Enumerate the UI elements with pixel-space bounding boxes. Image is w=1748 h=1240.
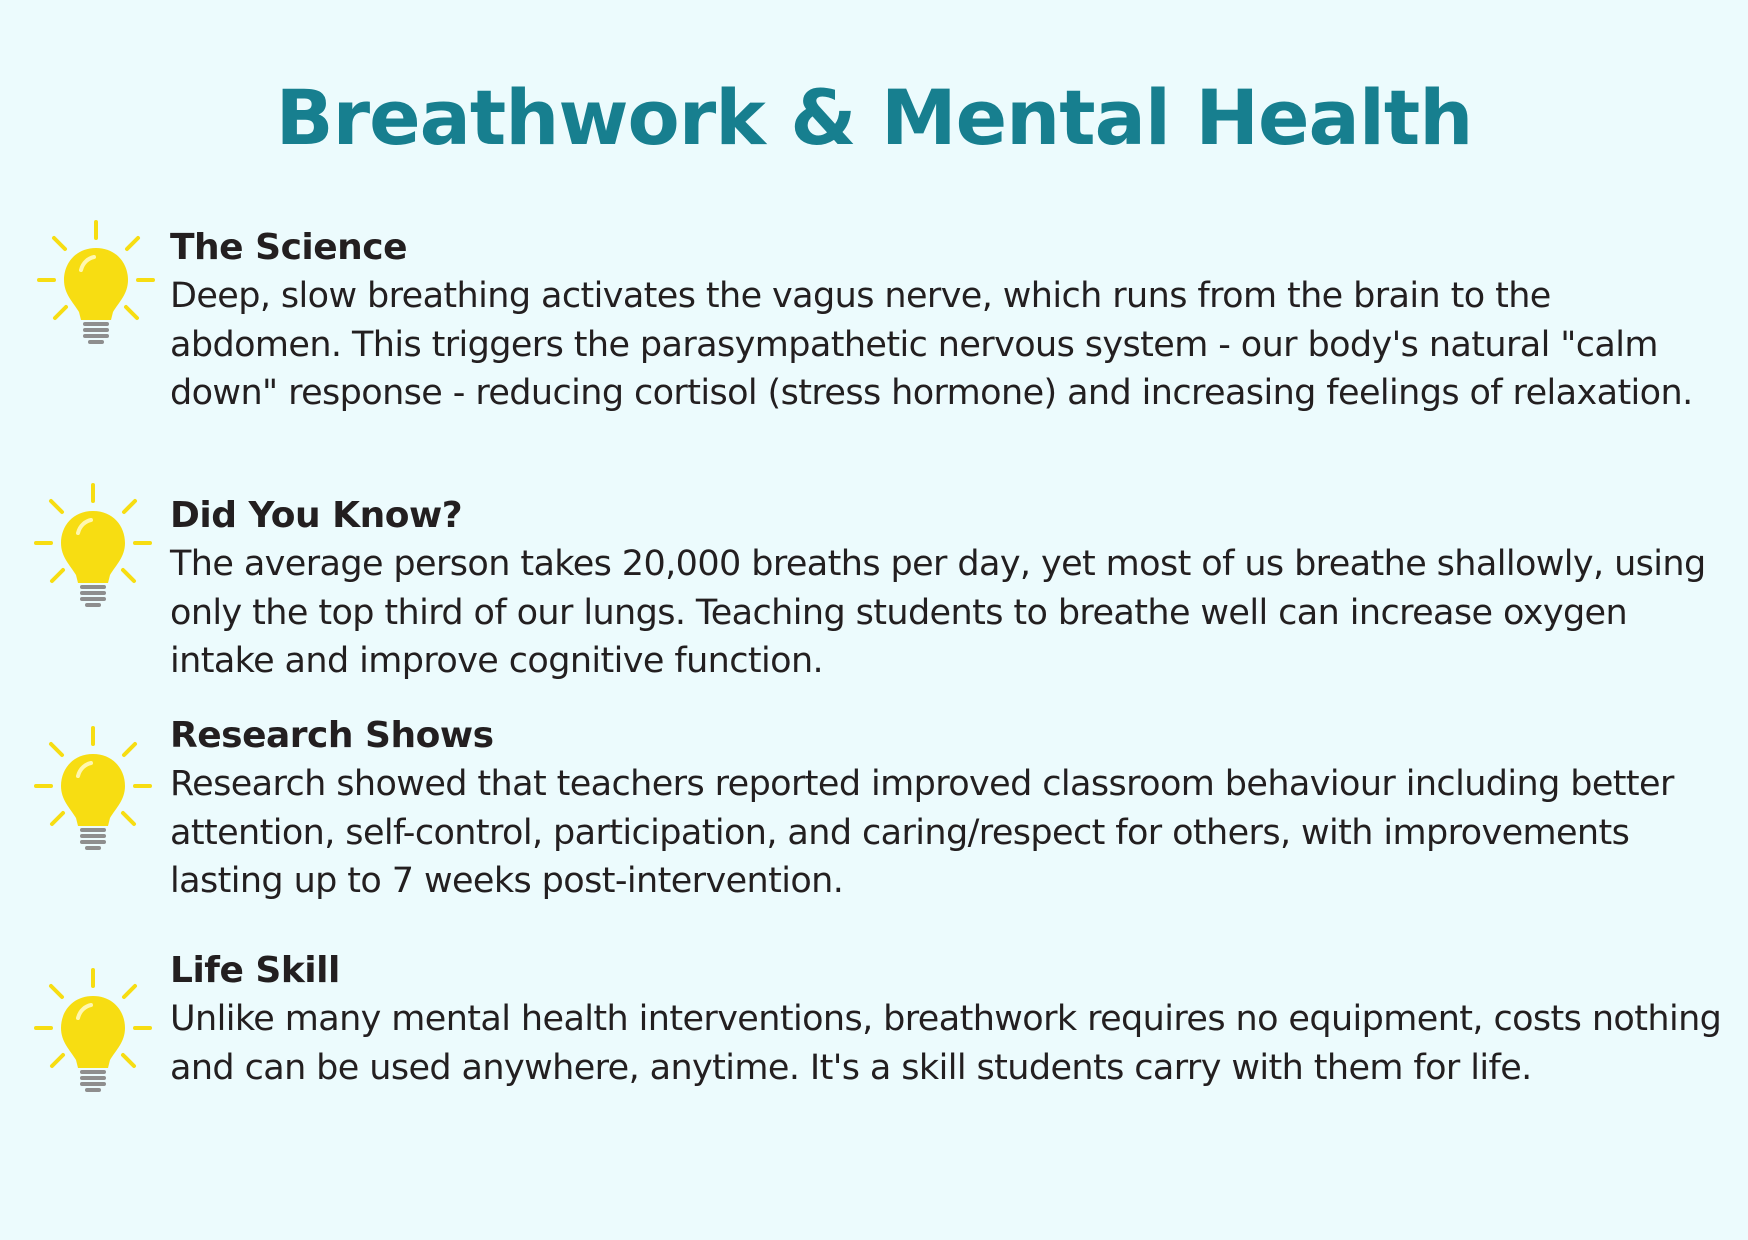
section-body: Deep, slow breathing activates the vagus nerve, which runs from the brain to the abdomen. This triggers the parasympathetic nervous system - our body's natural "calm down" response - reducing cortisol (stress hormone) and increasing feelings of relaxation. [170,276,1693,413]
section-body: The average person takes 20,000 breaths per day, yet most of us breathe shallowly, using only the top third of our lungs. Teaching students to breathe well can increase oxygen intake and improve cognitive function. [170,544,1706,681]
section-heading: The Science [170,227,408,268]
lightbulb-icon [33,726,153,856]
lightbulb-icon [33,968,153,1098]
page-title: Breathwork & Mental Health [275,73,1473,162]
section-body: Research showed that teachers reported improved classroom behaviour including better attention, self-control, participation, and caring/respect for others, with improvements lasting up to 7 weeks post-intervention. [170,764,1674,901]
section-heading: Did You Know? [170,495,463,536]
section-heading: Research Shows [170,715,494,756]
lightbulb-icon [33,483,153,613]
section-body: Unlike many mental health interventions, breathwork requires no equipment, costs nothing and can be used anywhere, anytime. It's a skill students carry with them for life. [170,999,1722,1088]
lightbulb-icon [36,220,156,350]
section-heading: Life Skill [170,950,340,991]
